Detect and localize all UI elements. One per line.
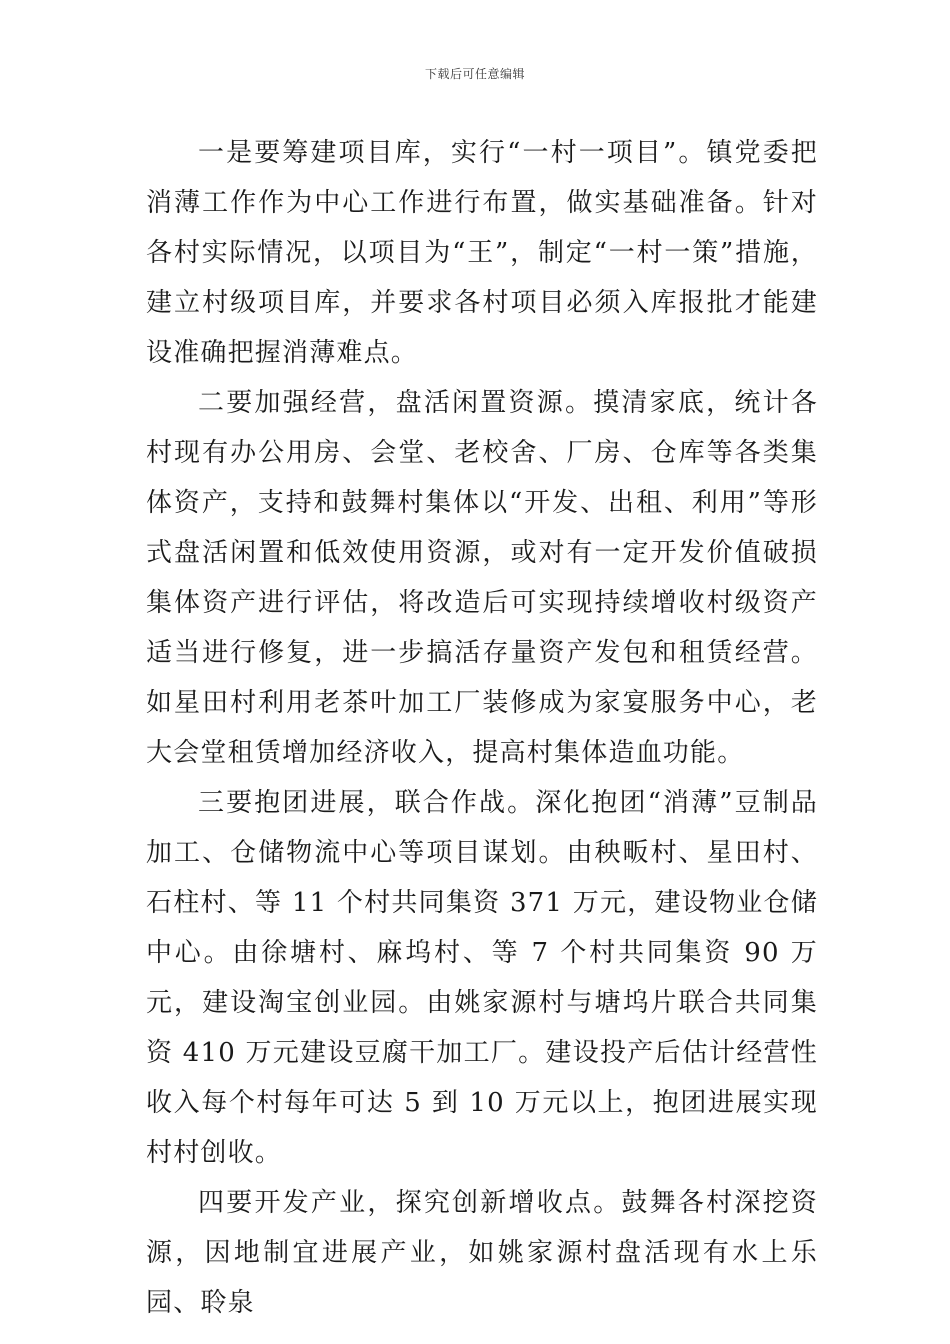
paragraph-joint-operation: 三要抱团进展，联合作战。深化抱团“消薄”豆制品加工、仓储物流中心等项目谋划。由秧畈村、星田村、石柱村、等 11 个村共同集资 371 万元，建设物业仓储中心。由徐塘村、麻坞村、等 7 个村共同集资 90 万元，建设淘宝创业园。由姚家源村与塘坞片联合共同集资 410 万元建设豆腐干加工厂。建设投产后估计经营性收入每个村每年可达 5 到 10 万元以上，抱团进展实现村村创收。	[146, 788, 818, 1168]
page-header: 下载后可任意编辑	[424, 67, 525, 81]
document-body	[146, 128, 818, 1328]
paragraph-idle-resources: 二要加强经营，盘活闲置资源。摸清家底，统计各村现有办公用房、会堂、老校舍、厂房、仓库等各类集体资产，支持和鼓舞村集体以“开发、出租、利用”等形式盘活闲置和低效使用资源，或对有一定开发价值破损集体资产进行评估，将改造后可实现持续增收村级资产适当进行修复，进一步搞活存量资产发包和租赁经营。如星田村利用老茶叶加工厂装修成为家宴服务中心，老大会堂租赁增加经济收入，提高村集体造血功能。	[146, 388, 818, 768]
paragraph-project-library: 一是要筹建项目库，实行“一村一项目”。镇党委把消薄工作作为中心工作进行布置，做实基础准备。针对各村实际情况，以项目为“王”，制定“一村一策”措施，建立村级项目库，并要求各村项目必须入库报批才能建设准确把握消薄难点。	[146, 138, 818, 368]
paragraph-industry-development: 四要开发产业，探究创新增收点。鼓舞各村深挖资源，因地制宜进展产业，如姚家源村盘活现有水上乐园、聆泉	[146, 1188, 818, 1318]
